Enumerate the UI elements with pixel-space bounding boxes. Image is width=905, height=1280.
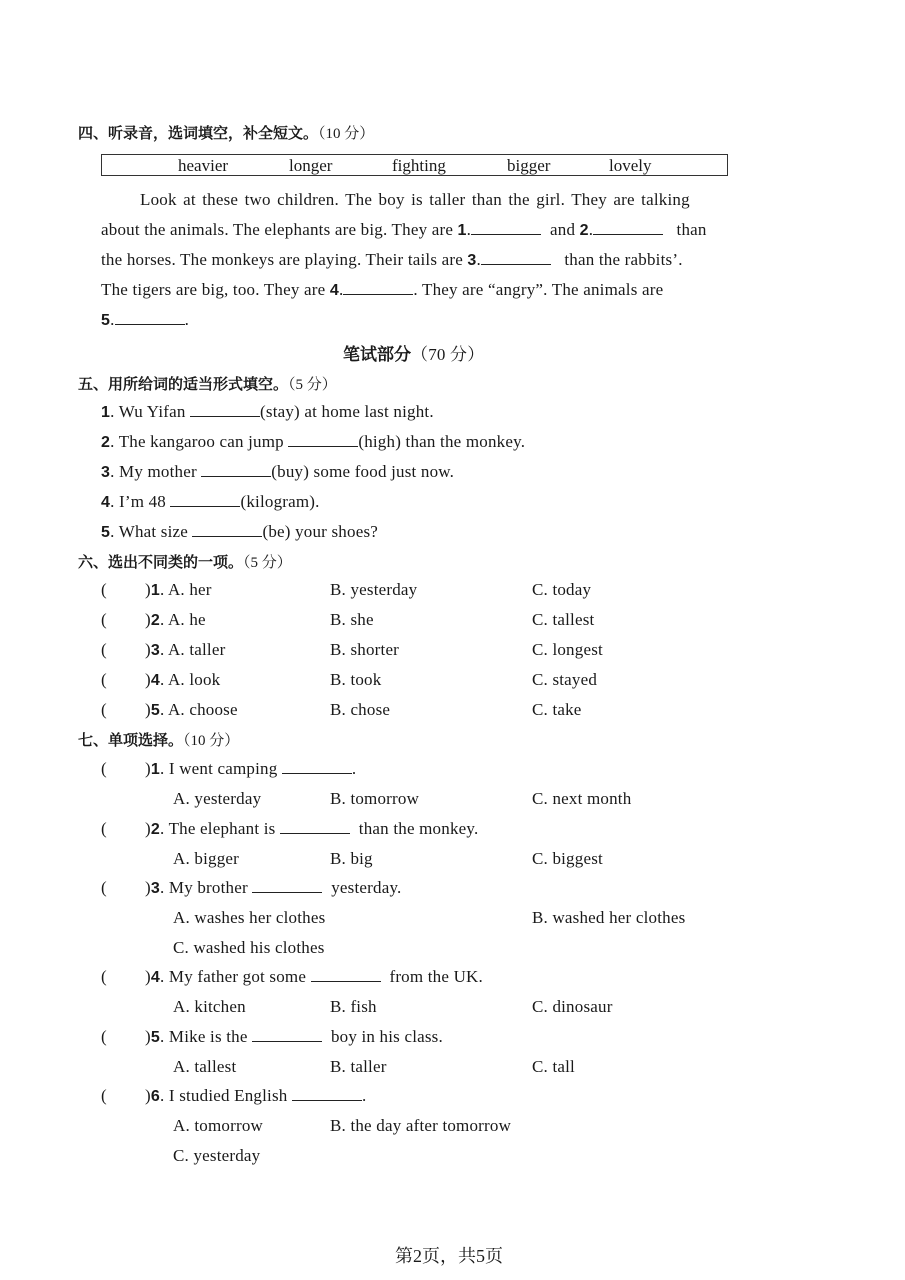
question-stem: )1. A. her — [145, 580, 212, 599]
question-stem: )6. I studied English . — [145, 1086, 367, 1105]
answer-paren-open[interactable]: ( — [101, 1086, 107, 1105]
section4-points: （10 分） — [318, 126, 375, 142]
answer-paren-open[interactable]: ( — [101, 819, 107, 838]
option-b: B. taller — [330, 1057, 387, 1076]
passage-line: The tigers are big, too. They are 4. . They are “angry”. The animals are — [101, 280, 664, 299]
option-a: A. kitchen — [173, 997, 246, 1016]
option-b: B. tomorrow — [330, 789, 420, 808]
option-b: B. she — [330, 610, 374, 629]
option-c: C. longest — [532, 640, 603, 659]
answer-blank — [252, 1027, 322, 1042]
blank-3[interactable] — [481, 250, 551, 265]
option-a: A. washes her clothes — [173, 908, 326, 927]
blank-1[interactable] — [471, 220, 541, 235]
answer-paren-open[interactable]: ( — [101, 670, 107, 689]
section6-heading: 六、选出不同类的一项。（5 分） — [78, 553, 292, 571]
answer-blank[interactable] — [288, 432, 358, 447]
option-b: B. washed her clothes — [532, 908, 686, 927]
section4-heading — [78, 122, 374, 143]
question-stem: )5. A. choose — [145, 700, 238, 719]
option-b: B. chose — [330, 700, 391, 719]
option-b: B. fish — [330, 997, 377, 1016]
option-c: C. take — [532, 700, 582, 719]
option-c: C. tall — [532, 1057, 575, 1076]
question-stem: )3. A. taller — [145, 640, 226, 659]
option-c: C. dinosaur — [532, 997, 613, 1016]
answer-blank — [311, 967, 381, 982]
option-a: A. yesterday — [173, 789, 262, 808]
question-stem: )4. My father got some from the UK. — [145, 967, 483, 986]
written-part-title: 笔试部分 — [343, 345, 411, 365]
question-stem: )2. A. he — [145, 610, 206, 629]
question-stem: )1. I went camping . — [145, 759, 357, 778]
fill-item: 4. I’m 48 (kilogram). — [101, 492, 320, 511]
section4-title: 四、听录音，选词填空，补全短文。 — [78, 124, 319, 142]
passage-line: the horses. The monkeys are playing. Their tails are 3. than the rabbits’. — [101, 250, 683, 269]
written-part-heading — [343, 340, 484, 365]
fill-item: 3. My mother (buy) some food just now. — [101, 462, 455, 481]
section7-heading: 七、单项选择。（10 分） — [78, 731, 240, 749]
option-b: B. took — [330, 670, 382, 689]
option-c: C. biggest — [532, 849, 603, 868]
answer-blank — [292, 1086, 362, 1101]
option-c: C. next month — [532, 789, 632, 808]
option-c: C. today — [532, 580, 592, 599]
word-bank-item: fighting — [392, 156, 446, 175]
question-stem: )5. Mike is the boy in his class. — [145, 1027, 443, 1046]
question-stem: )3. My brother yesterday. — [145, 878, 402, 897]
fill-item: 2. The kangaroo can jump (high) than the monkey. — [101, 432, 526, 451]
option-b: B. shorter — [330, 640, 400, 659]
word-bank — [101, 154, 728, 176]
blank-5[interactable] — [115, 310, 185, 325]
word-bank-item: heavier — [178, 156, 229, 175]
answer-paren-open[interactable]: ( — [101, 580, 107, 599]
option-b: B. big — [330, 849, 373, 868]
page-footer: 第2页，共5页 — [395, 1246, 503, 1266]
blank-2[interactable] — [593, 220, 663, 235]
option-c: C. yesterday — [173, 1146, 261, 1165]
option-b: B. the day after tomorrow — [330, 1116, 512, 1135]
passage-line: about the animals. The elephants are big. They are 1. and 2. than — [101, 220, 707, 239]
answer-paren-open[interactable]: ( — [101, 1027, 107, 1046]
option-b: B. yesterday — [330, 580, 418, 599]
answer-blank[interactable] — [192, 522, 262, 537]
passage-line: 5. . — [101, 310, 190, 329]
answer-paren-open[interactable]: ( — [101, 878, 107, 897]
answer-blank — [252, 878, 322, 893]
answer-blank — [282, 759, 352, 774]
answer-paren-open[interactable]: ( — [101, 967, 107, 986]
written-part-points: （70 分） — [411, 345, 485, 364]
blank-4[interactable] — [343, 280, 413, 295]
option-a: A. tomorrow — [173, 1116, 264, 1135]
answer-blank[interactable] — [170, 492, 240, 507]
option-c: C. washed his clothes — [173, 938, 325, 957]
answer-blank[interactable] — [190, 402, 260, 417]
question-stem: )2. The elephant is than the monkey. — [145, 819, 479, 838]
word-bank-item: longer — [289, 156, 333, 175]
option-a: A. tallest — [173, 1057, 237, 1076]
answer-paren-open[interactable]: ( — [101, 610, 107, 629]
answer-blank — [280, 819, 350, 834]
section5-heading: 五、用所给词的适当形式填空。（5 分） — [78, 375, 337, 393]
fill-item: 5. What size (be) your shoes? — [101, 522, 379, 541]
answer-paren-open[interactable]: ( — [101, 640, 107, 659]
option-c: C. stayed — [532, 670, 598, 689]
passage-line: Look at these two children. The boy is taller than the girl. They are talking — [140, 190, 690, 209]
answer-blank[interactable] — [201, 462, 271, 477]
answer-paren-open[interactable]: ( — [101, 759, 107, 778]
word-bank-item: lovely — [609, 156, 652, 175]
answer-paren-open[interactable]: ( — [101, 700, 107, 719]
question-stem: )4. A. look — [145, 670, 221, 689]
option-a: A. bigger — [173, 849, 240, 868]
word-bank-item: bigger — [507, 156, 551, 175]
fill-item: 1. Wu Yifan (stay) at home last night. — [101, 402, 434, 421]
option-c: C. tallest — [532, 610, 595, 629]
